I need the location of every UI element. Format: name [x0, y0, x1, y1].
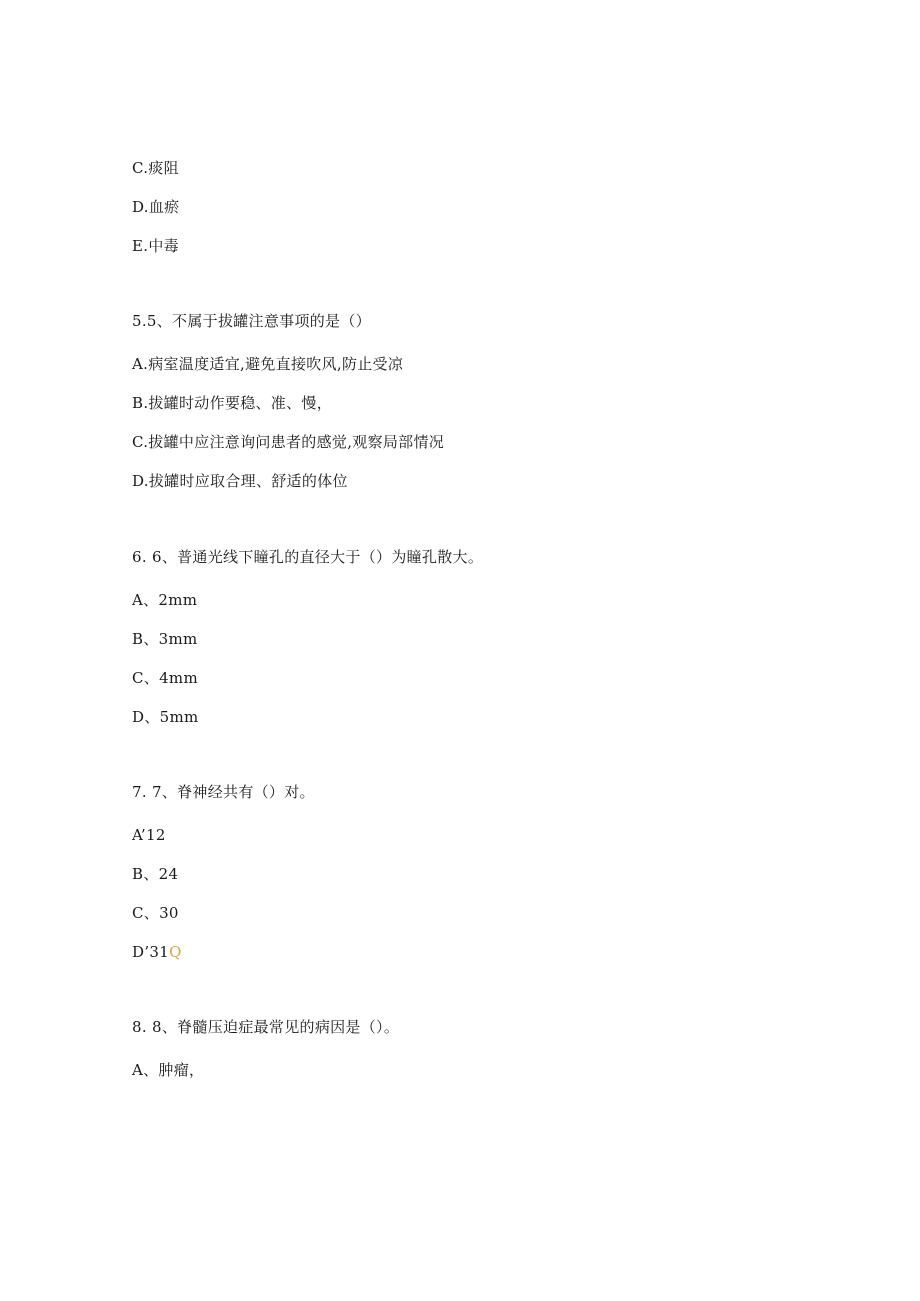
q8-stem: 8. 8、脊髓压迫症最常见的病因是（）。	[132, 1018, 400, 1036]
q6-stem: 6. 6、普通光线下瞳孔的直径大于（）为瞳孔散大。	[132, 548, 484, 566]
q5-option-d: D.拔罐时应取合理、舒适的体位	[132, 472, 348, 490]
q8-option-a: A、肿瘤，	[132, 1061, 205, 1079]
q5-stem: 5.5、不属于拔罐注意事项的是（）	[132, 312, 371, 330]
q5-option-a: A.病室温度适宜,避免直接吹风,防止受凉	[132, 355, 404, 373]
q7-option-d-mark: Q	[169, 943, 182, 961]
q6-option-a: A、2mm	[132, 591, 198, 609]
q7-option-b: B、24	[132, 865, 179, 883]
q4-option-c: C.痰阻	[132, 159, 179, 177]
q4-option-e: E.中毒	[132, 237, 179, 255]
q7-option-d-text: D’31	[132, 943, 170, 961]
q7-option-d	[132, 942, 182, 962]
q7-stem: 7. 7、脊神经共有（）对。	[132, 783, 315, 801]
q5-option-c: C.拔罐中应注意询问患者的感觉,观察局部情况	[132, 433, 445, 451]
q7-option-a: A’12	[132, 826, 166, 844]
q4-option-d: D.血瘀	[132, 198, 180, 216]
q6-option-b: B、3mm	[132, 630, 198, 648]
q5-option-b: B.拔罐时动作要稳、准、慢，	[132, 394, 332, 412]
q7-option-c: C、30	[132, 904, 179, 922]
q6-option-d: D、5mm	[132, 708, 199, 726]
q6-option-c: C、4mm	[132, 669, 198, 687]
